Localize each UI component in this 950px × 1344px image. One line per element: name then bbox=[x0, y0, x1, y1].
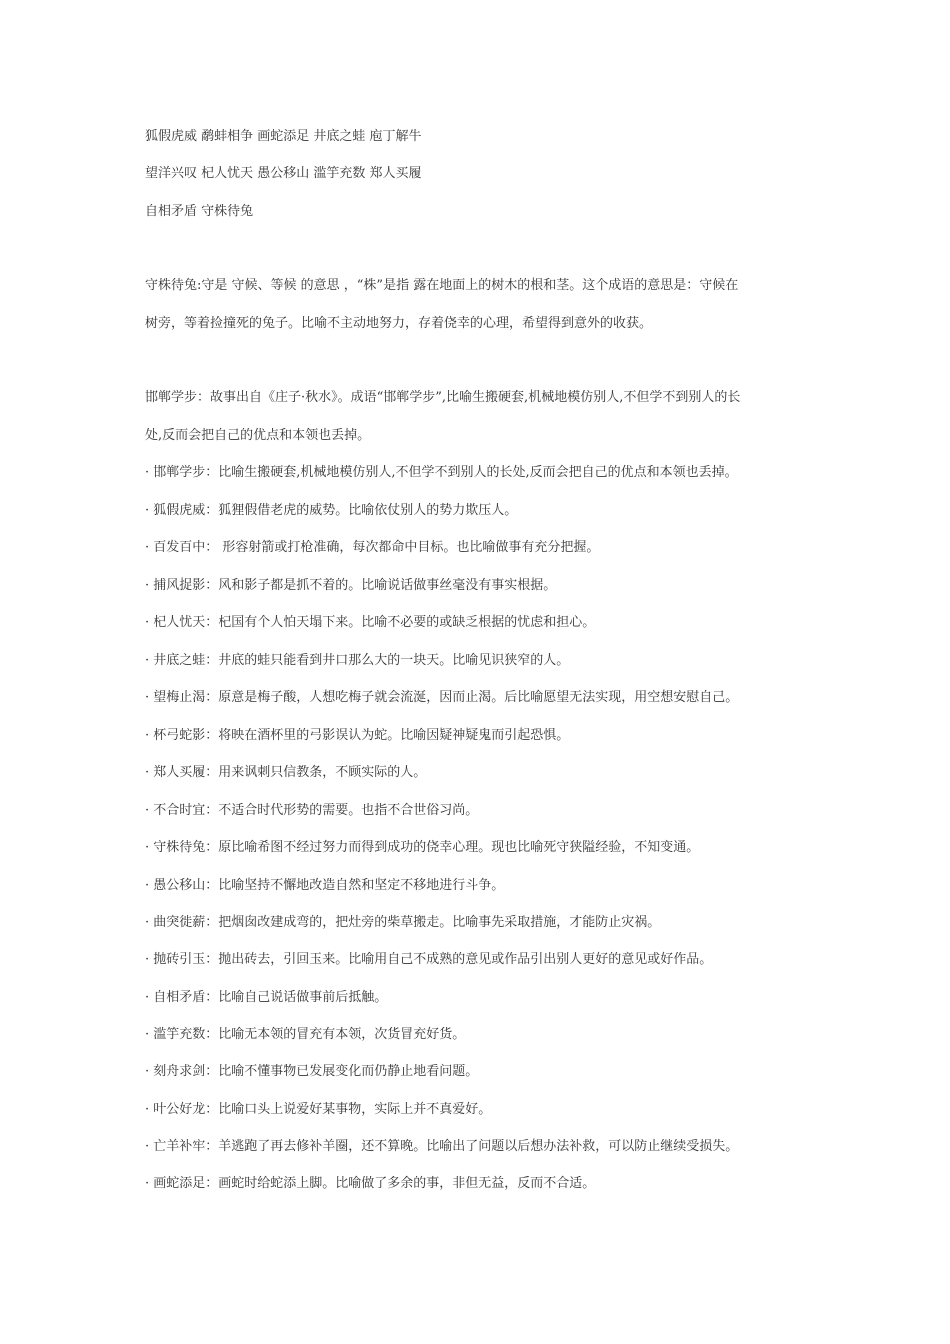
idiom-list-item: · 自相矛盾：比喻自己说话做事前后抵触。 bbox=[145, 990, 388, 1005]
idiom-list-item: · 邯郸学步：比喻生搬硬套,机械地模仿别人,不但学不到别人的长处,反而会把自己的优点和本领也丢掉。 bbox=[145, 465, 738, 480]
intro-line-3: 自相矛盾 守株待兔 bbox=[145, 204, 254, 219]
handan-paragraph-line-1: 邯郸学步：故事出自《庄子·秋水》。成语“邯郸学步”,比喻生搬硬套,机械地模仿别人,不但学不到别人的长 bbox=[145, 390, 741, 405]
idiom-list-item: · 井底之蛙：井底的蛙只能看到井口那么大的一块天。比喻见识狭窄的人。 bbox=[145, 653, 570, 668]
shouzhu-paragraph-line-2: 树旁，等着捡撞死的兔子。比喻不主动地努力，存着侥幸的心理，希望得到意外的收获。 bbox=[145, 316, 653, 331]
idiom-list-item: · 狐假虎威：狐狸假借老虎的威势。比喻依仗别人的势力欺压人。 bbox=[145, 503, 518, 518]
idiom-list-item: · 杯弓蛇影：将映在酒杯里的弓影误认为蛇。比喻因疑神疑鬼而引起恐惧。 bbox=[145, 728, 570, 743]
idiom-list-item: · 叶公好龙：比喻口头上说爱好某事物，实际上并不真爱好。 bbox=[145, 1102, 492, 1117]
idiom-list-item: · 杞人忧天：杞国有个人怕天塌下来。比喻不必要的或缺乏根据的忧虑和担心。 bbox=[145, 615, 596, 630]
idiom-list-item: · 捕风捉影：风和影子都是抓不着的。比喻说话做事丝毫没有事实根据。 bbox=[145, 578, 557, 593]
idiom-list-item: · 滥竽充数：比喻无本领的冒充有本领，次货冒充好货。 bbox=[145, 1027, 466, 1042]
idiom-list-item: · 愚公移山：比喻坚持不懈地改造自然和坚定不移地进行斗争。 bbox=[145, 878, 505, 893]
idiom-list-item: · 刻舟求剑：比喻不懂事物已发展变化而仍静止地看问题。 bbox=[145, 1064, 479, 1079]
idiom-list-item: · 抛砖引玉：抛出砖去，引回玉来。比喻用自己不成熟的意见或作品引出别人更好的意见或好作品。 bbox=[145, 952, 713, 967]
idiom-list-item: · 亡羊补牢：羊逃跑了再去修补羊圈，还不算晚。比喻出了问题以后想办法补救，可以防止继续受损失。 bbox=[145, 1139, 739, 1154]
handan-paragraph-line-2: 处,反而会把自己的优点和本领也丢掉。 bbox=[145, 428, 371, 443]
idiom-list-item: · 画蛇添足：画蛇时给蛇添上脚。比喻做了多余的事，非但无益，反而不合适。 bbox=[145, 1176, 596, 1191]
intro-line-1: 狐假虎威 鹬蚌相争 画蛇添足 井底之蛙 庖丁解牛 bbox=[145, 129, 422, 144]
idiom-list-item: · 百发百中： 形容射箭或打枪准确，每次都命中目标。也比喻做事有充分把握。 bbox=[145, 540, 600, 555]
idiom-list-item: · 郑人买履：用来讽刺只信教条，不顾实际的人。 bbox=[145, 765, 427, 780]
idiom-list-item: · 曲突徙薪：把烟囱改建成弯的，把灶旁的柴草搬走。比喻事先采取措施，才能防止灾祸。 bbox=[145, 915, 661, 930]
idiom-list-item: · 望梅止渴：原意是梅子酸，人想吃梅子就会流涎，因而止渴。后比喻愿望无法实现，用空想安慰自己。 bbox=[145, 690, 739, 705]
idiom-list-item: · 不合时宜：不适合时代形势的需要。也指不合世俗习尚。 bbox=[145, 803, 479, 818]
intro-line-2: 望洋兴叹 杞人忧天 愚公移山 滥竽充数 郑人买履 bbox=[145, 166, 422, 181]
shouzhu-paragraph-line-1: 守株待兔:守是 守候、等候 的意思 ，“株”是指 露在地面上的树木的根和茎。这个成语的意思是：守候在 bbox=[145, 278, 739, 293]
idiom-list-item: · 守株待兔：原比喻希图不经过努力而得到成功的侥幸心理。现也比喻死守狭隘经验，不知变通。 bbox=[145, 840, 700, 855]
